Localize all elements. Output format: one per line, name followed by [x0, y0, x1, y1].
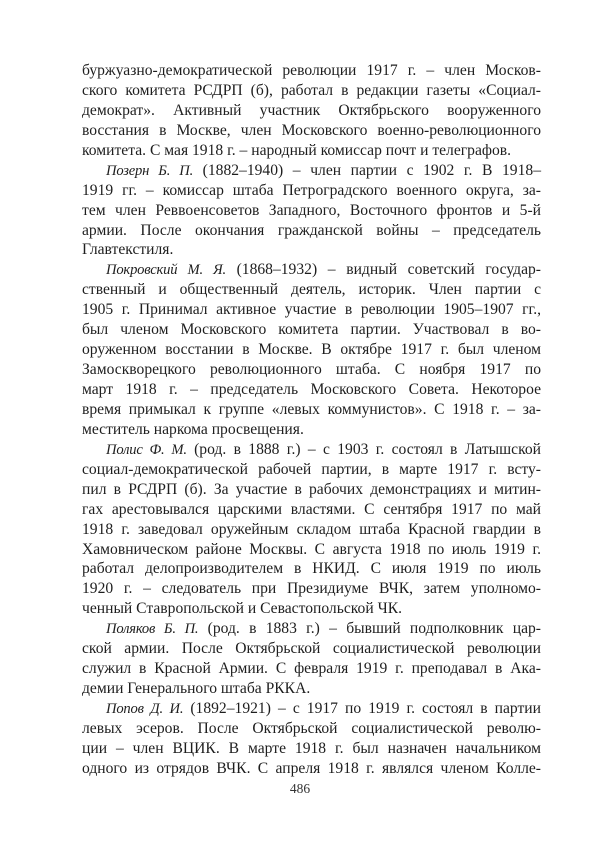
biography-entry — [82, 619, 541, 699]
entry-lead-text: (1882–1940) – член партии с 1902 г. В 1918– — [193, 161, 541, 179]
text-line — [82, 619, 541, 639]
entry-lead-text: (род. в 1883 г.) – бывший подполковник цар- — [198, 620, 541, 638]
person-name: Полис Ф. М. — [106, 441, 187, 458]
text-line: оруженном восстании в Москве. В октябре 1917 г. был членом — [82, 341, 541, 359]
text-line: демии Генерального штаба РККА. — [82, 680, 311, 698]
text-line: пил в РСДРП (б). За участие в рабочих демонстрациях и митин- — [82, 480, 541, 498]
text-line: работал делопроизводителем в НКИД. С июля 1919 по июль — [82, 560, 541, 578]
text-line: был членом Московского комитета партии. Участвовал в во- — [82, 321, 541, 339]
document-body — [82, 61, 541, 779]
person-name: Попов Д. И. — [106, 701, 184, 717]
text-line: Хамовническом районе Москвы. С августа 1918 по июль 1919 г. — [82, 540, 541, 558]
biography-entry — [82, 699, 541, 779]
text-line: 1919 гг. – комиссар штаба Петроградского военного округа, за- — [82, 181, 541, 199]
text-line — [82, 260, 541, 280]
text-line: левых эсеров. После Октябрьской социалистической револю- — [82, 719, 541, 737]
text-line — [82, 161, 541, 181]
text-line: 1920 г. – следователь при Президиуме ВЧК, затем уполномо- — [82, 580, 541, 598]
text-line — [82, 699, 541, 719]
text-line: демократ». Активный участник Октябрьского вооруженного — [82, 101, 541, 119]
text-line: ченный Ставропольской и Севастопольской ЧК. — [82, 600, 402, 618]
person-name: Покровский М. Я. — [106, 262, 226, 279]
text-line: ственный и общественный деятель, историк. Член партии с — [82, 281, 541, 299]
person-name: Позерн Б. П. — [106, 162, 194, 179]
text-line: время примыкал к группе «левых коммунистов». С 1918 г. – за- — [82, 400, 541, 418]
biography-entry — [82, 161, 541, 261]
biography-entry — [82, 440, 541, 619]
entry-lead-text: (1892–1921) – с 1917 по 1919 г. состоял в партии — [183, 700, 541, 717]
text-line: одного из отрядов ВЧК. С апреля 1918 г. являлся членом Колле- — [82, 759, 541, 777]
text-line: служил в Красной Армии. С февраля 1919 г. преподавал в Ака- — [82, 660, 541, 678]
text-line: Главтекстиля. — [82, 241, 174, 259]
text-line: меститель наркома просвещения. — [82, 420, 304, 438]
entry-lead-text: (род. в 1888 г.) – с 1903 г. состоял в Латышской — [186, 440, 541, 458]
text-line: ции – член ВЦИК. В марте 1918 г. был назначен начальником — [82, 739, 541, 757]
text-line: социал-демократической рабочей партии, в марте 1917 г. всту- — [82, 460, 541, 478]
text-line: ской армии. После Октябрьской социалистической революции — [82, 640, 541, 658]
text-line: буржуазно-демократической революции 1917 г. – член Москов- — [82, 62, 541, 79]
text-line: 1905 г. Принимал активное участие в революции 1905–1907 гг., — [82, 301, 541, 319]
page-number: 486 — [289, 781, 311, 796]
person-name: Поляков Б. П. — [106, 621, 199, 638]
text-line: восстания в Москве, член Московского военно-революционного — [82, 121, 541, 139]
biography-entry — [82, 260, 541, 439]
text-line: комитета. С мая 1918 г. – народный комиссар почт и телеграфов. — [82, 141, 512, 159]
paragraph-continuation — [82, 61, 541, 161]
text-line: армии. После окончания гражданской войны – председатель — [82, 221, 541, 239]
text-line — [82, 440, 541, 460]
text-line: тем член Реввоенсоветов Западного, Восточного фронтов и 5-й — [82, 201, 541, 219]
text-line: март 1918 г. – председатель Московского Совета. Некоторое — [82, 381, 541, 398]
text-line: Замоскворецкого революционного штаба. С ноября 1917 по — [82, 361, 541, 379]
text-line: ского комитета РСДРП (б), работал в редакции газеты «Социал- — [82, 81, 541, 99]
text-line: гах арестовывался царскими властями. С сентября 1917 по май — [82, 500, 541, 518]
entry-lead-text: (1868–1932) – видный советский государ- — [225, 261, 541, 279]
text-line: 1918 г. заведовал оружейным складом штаба Красной гвардии в — [82, 520, 541, 538]
